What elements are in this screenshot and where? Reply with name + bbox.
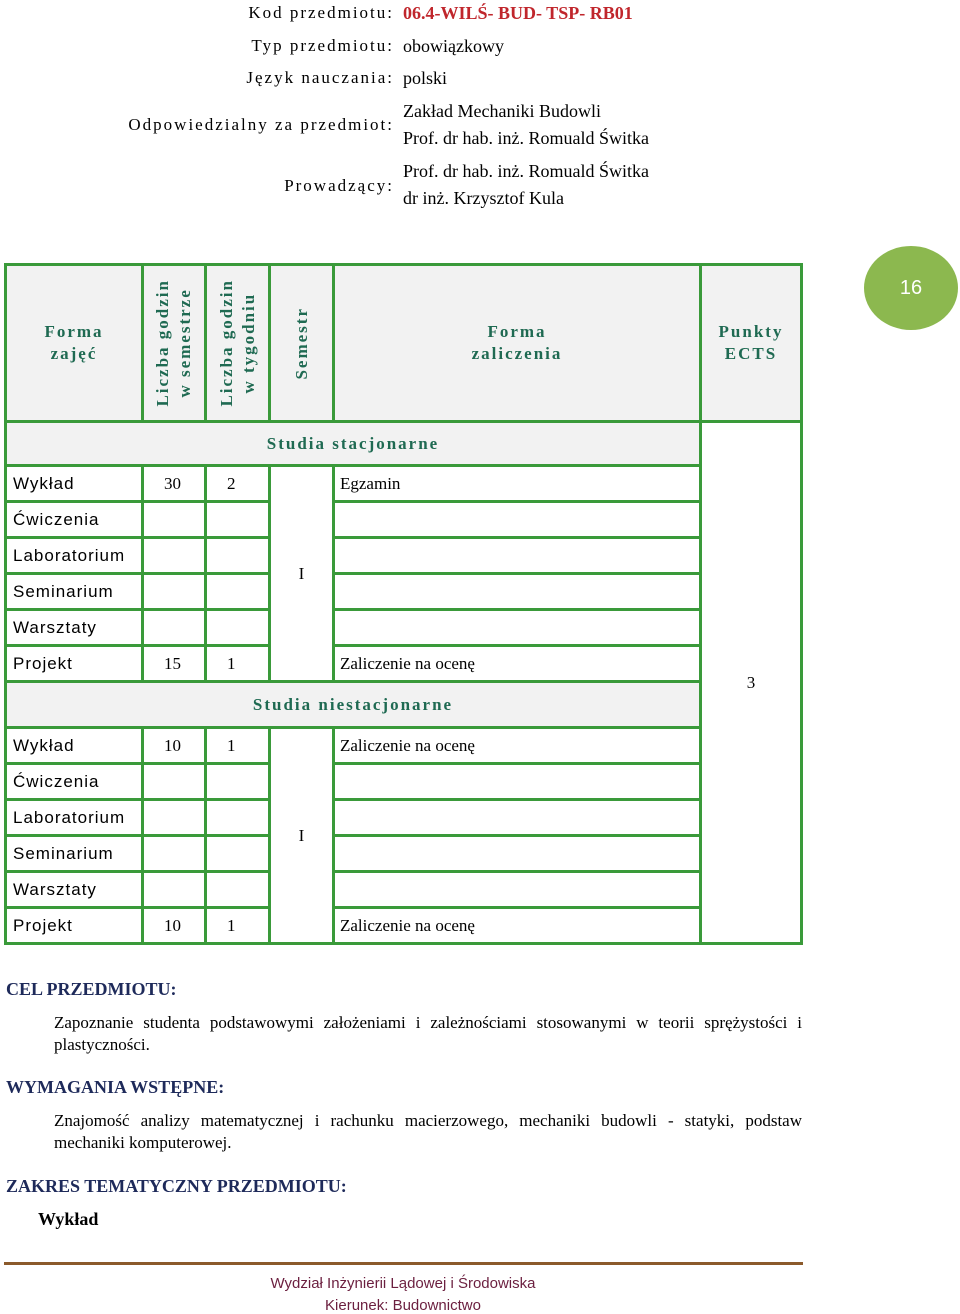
- hours-week: [206, 574, 270, 610]
- hours-week: [206, 872, 270, 908]
- assessment-form: [334, 538, 701, 574]
- row-label: Projekt: [6, 646, 143, 682]
- footer-divider: [4, 1262, 803, 1265]
- semester-value: I: [270, 466, 334, 682]
- row-label: Wykład: [6, 728, 143, 764]
- row-label: Laboratorium: [6, 800, 143, 836]
- row-label: Seminarium: [6, 836, 143, 872]
- lecturer-1: Prof. dr hab. inż. Romuald Świtka: [403, 161, 649, 181]
- hours-semester: 10: [143, 908, 206, 944]
- hours-week: [206, 502, 270, 538]
- section-zakres-title: ZAKRES TEMATYCZNY PRZEDMIOTU:: [6, 1176, 347, 1196]
- assessment-form: [334, 872, 701, 908]
- hours-week: [206, 836, 270, 872]
- header-forma-zaliczenia: Forma zaliczenia: [334, 265, 701, 422]
- assessment-form: [334, 764, 701, 800]
- footer-faculty: Wydział Inżynierii Lądowej i Środowiska: [270, 1275, 536, 1292]
- lecturers-label: Prowadzący:: [284, 176, 394, 195]
- row-label: Warsztaty: [6, 610, 143, 646]
- hours-semester: [143, 800, 206, 836]
- course-hours-table: [4, 263, 803, 945]
- type-label: Typ przedmiotu:: [251, 36, 394, 55]
- hours-semester: 15: [143, 646, 206, 682]
- lecturer-2: dr inż. Krzysztof Kula: [403, 188, 564, 208]
- assessment-form: Zaliczenie na ocenę: [334, 646, 701, 682]
- wyklad-subheading: Wykład: [38, 1209, 99, 1229]
- hours-semester: [143, 872, 206, 908]
- section-cel-text: Zapoznanie studenta podstawowymi założeniami i zależnościami stosowanymi w teorii sprężystości i plastyczności.: [54, 1013, 802, 1054]
- hours-semester: [143, 538, 206, 574]
- responsible-person: Prof. dr hab. inż. Romuald Świtka: [403, 128, 649, 148]
- header-hours-semester: Liczba godzin w semestrze: [143, 265, 206, 422]
- section-wymagania-title: WYMAGANIA WSTĘPNE:: [6, 1077, 225, 1097]
- responsible-label: Odpowiedzialny za przedmiot:: [128, 115, 394, 134]
- hours-semester: 10: [143, 728, 206, 764]
- section-stacjonarne: Studia stacjonarne: [6, 422, 701, 466]
- page-number-badge: 16: [864, 246, 958, 330]
- row-label: Ćwiczenia: [6, 764, 143, 800]
- assessment-form: [334, 574, 701, 610]
- header-hours-week: Liczba godzin w tygodniu: [206, 265, 270, 422]
- row-label: Projekt: [6, 908, 143, 944]
- hours-week: 2: [206, 466, 270, 502]
- hours-week: 1: [206, 908, 270, 944]
- section-wymagania-text: Znajomość analizy matematycznej i rachunku macierzowego, mechaniki budowli - statyki, podstaw mechaniki komputerowej.: [54, 1111, 802, 1152]
- hours-week: [206, 764, 270, 800]
- assessment-form: Zaliczenie na ocenę: [334, 908, 701, 944]
- code-label: Kod przedmiotu:: [248, 3, 394, 22]
- hours-week: [206, 800, 270, 836]
- assessment-form: [334, 836, 701, 872]
- hours-semester: [143, 836, 206, 872]
- row-label: Wykład: [6, 466, 143, 502]
- row-label: Ćwiczenia: [6, 502, 143, 538]
- type-value: obowiązkowy: [403, 36, 504, 56]
- semester-value: I: [270, 728, 334, 944]
- assessment-form: [334, 800, 701, 836]
- row-label: Seminarium: [6, 574, 143, 610]
- hours-semester: 30: [143, 466, 206, 502]
- ects-value: 3: [701, 422, 802, 944]
- assessment-form: [334, 610, 701, 646]
- hours-semester: [143, 610, 206, 646]
- row-label: Laboratorium: [6, 538, 143, 574]
- hours-semester: [143, 502, 206, 538]
- lang-value: polski: [403, 68, 448, 88]
- header-ects: Punkty ECTS: [701, 265, 802, 422]
- hours-week: 1: [206, 728, 270, 764]
- hours-week: 1: [206, 646, 270, 682]
- assessment-form: Zaliczenie na ocenę: [334, 728, 701, 764]
- footer-program: Kierunek: Budownictwo: [325, 1297, 481, 1314]
- responsible-unit: Zakład Mechaniki Budowli: [403, 101, 601, 121]
- header-semestr: Semestr: [270, 265, 334, 422]
- assessment-form: Egzamin: [334, 466, 701, 502]
- section-cel-title: CEL PRZEDMIOTU:: [6, 979, 177, 999]
- hours-semester: [143, 574, 206, 610]
- hours-week: [206, 610, 270, 646]
- lang-label: Język nauczania:: [246, 68, 394, 87]
- header-forma-zajec: Forma zajęć: [6, 265, 143, 422]
- hours-semester: [143, 764, 206, 800]
- code-value: 06.4-WILŚ- BUD- TSP- RB01: [403, 3, 633, 23]
- hours-week: [206, 538, 270, 574]
- section-niestacjonarne: Studia niestacjonarne: [6, 682, 701, 728]
- assessment-form: [334, 502, 701, 538]
- row-label: Warsztaty: [6, 872, 143, 908]
